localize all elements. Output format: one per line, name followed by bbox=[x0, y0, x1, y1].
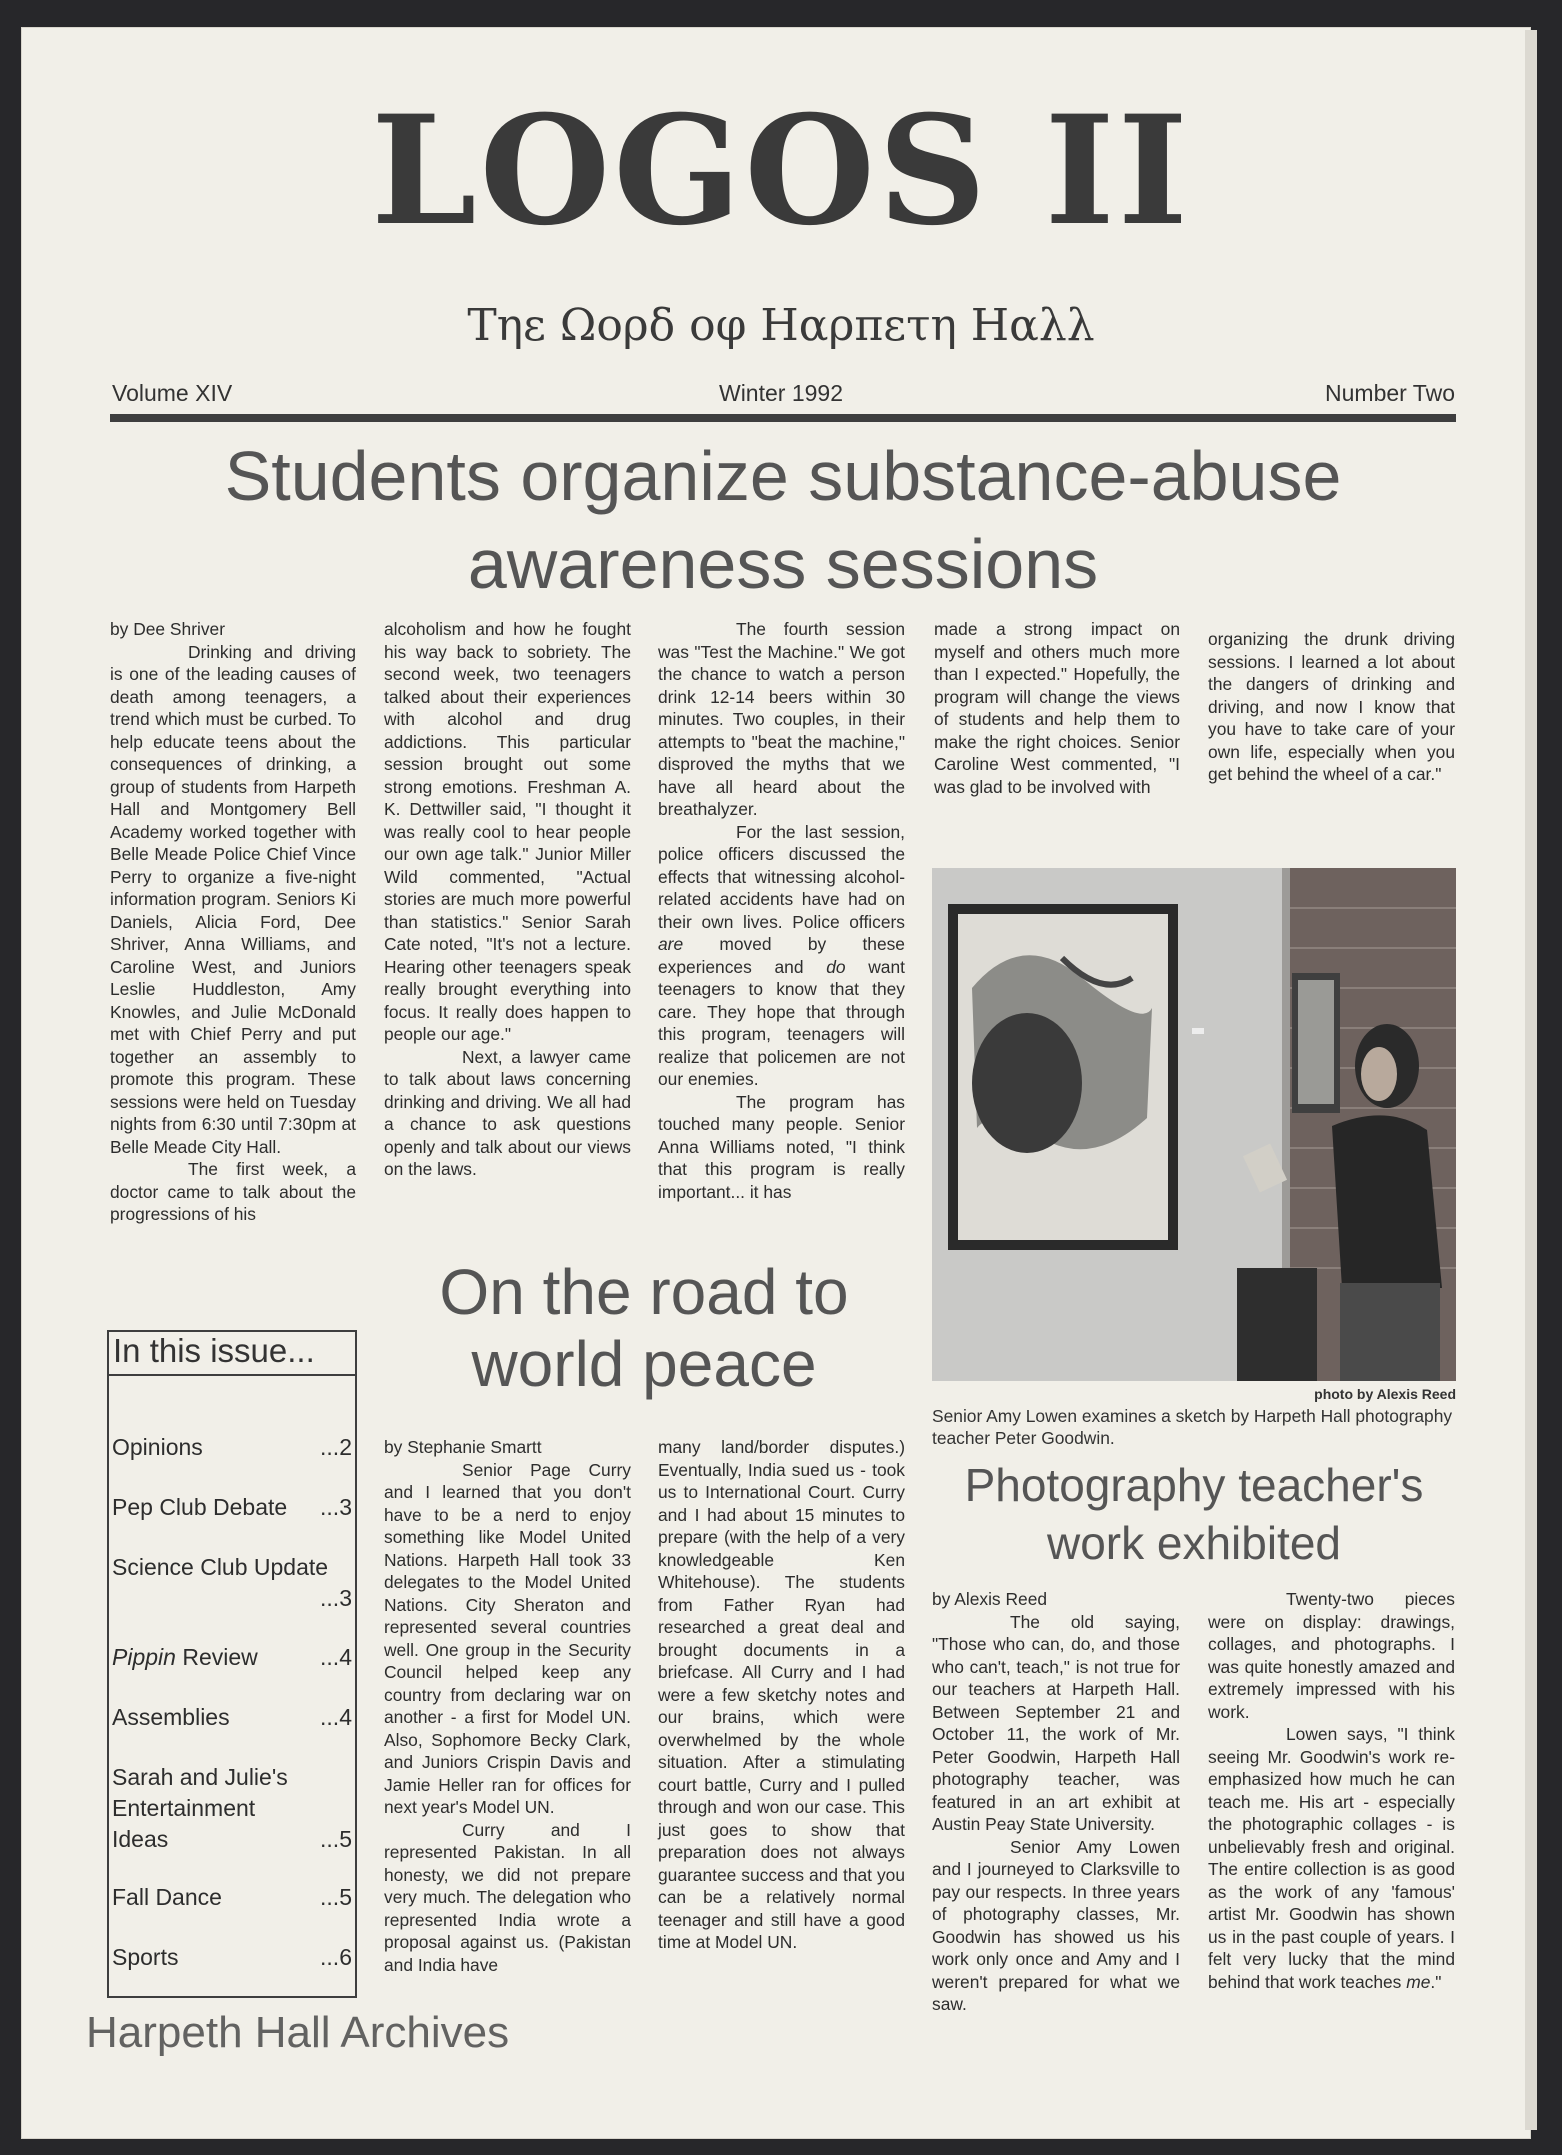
article2-byline: by Stephanie Smartt bbox=[384, 1437, 542, 1457]
paragraph: Twenty-two pieces were on display: drawings, collages, and photographs. I was quite honestly amazed and extremely impressed with his work. bbox=[1208, 1589, 1455, 1722]
article2-headline: On the road to world peace bbox=[439, 1256, 849, 1400]
photo-caption: Senior Amy Lowen examines a sketch by Harpeth Hall photography teacher Peter Goodwin. bbox=[932, 1406, 1453, 1448]
masthead-title: LOGOS II bbox=[371, 83, 1191, 259]
toc-item-assemblies: Assemblies ...4 bbox=[112, 1704, 352, 1730]
article2-column-2 bbox=[658, 1436, 905, 1954]
article1-column-3 bbox=[658, 618, 905, 1203]
masthead-rule bbox=[110, 414, 1456, 422]
paragraph: many land/border disputes.) Eventually, India sued us - took us to International Court. Curry and I had about 15 minutes to prepare (with the help of a very knowledgeable Ken Whitehouse). The students from Father Ryan had researched a great deal and brought documents in a briefcase. All Curry and I had were a few sketchy notes and our brains, which were overwhelmed by the whole situation. After a stimulating court battle, Curry and I pulled through and won our case. This just goes to show that preparation does not always guarantee success and that you can be a relatively normal teenager and still have a good time at Model UN. bbox=[658, 1437, 905, 1952]
issue-date: Winter 1992 bbox=[718, 380, 843, 406]
toc-rule bbox=[109, 1374, 355, 1376]
masthead-subtitle: Τηε Ωορδ οφ Ηαρπετη Ηαλλ bbox=[467, 300, 1095, 351]
article3-headline: Photography teacher's work exhibited bbox=[964, 1459, 1424, 1569]
paragraph: For the last session, police officers discussed the effects that witnessing alcohol-related accidents have had on their own lives. Police officers are moved by these experiences and do want teenagers to know that they care. They hope that through this program, teenagers will realize that policemen are not our enemies. bbox=[658, 821, 905, 1089]
exhibit-photo bbox=[932, 868, 1456, 1381]
paragraph: The fourth session was "Test the Machine." We got the chance to watch a person drink 12-14 beers within 30 minutes. Two couples, in their attempts to "beat the machine," disproved the myths that we have all heard about the breathalyzer. bbox=[658, 619, 905, 819]
paragraph: The old saying, "Those who can, do, and those who can't, teach," is not true for our teachers at Harpeth Hall. Between September 21 and October 11, the work of Mr. Peter Goodwin, Harpeth Hall photography teacher, was featured in an art exhibit at Austin Peay State University. bbox=[932, 1611, 1180, 1834]
article1-column-4 bbox=[934, 618, 1180, 798]
article3-byline: by Alexis Reed bbox=[932, 1589, 1048, 1609]
gallery-scene-illustration bbox=[932, 868, 1456, 1381]
toc-item-science-club-update: Science Club Update ...3 bbox=[112, 1554, 352, 1611]
toc-item-entertainment-ideas: Sarah and Julie's Entertainment Ideas ...5 bbox=[112, 1764, 352, 1852]
paragraph: Curry and I represented Pakistan. In all honesty, we did not prepare very much. The delegation who represented India wrote a proposal against us. (Pakistan and India have bbox=[384, 1819, 631, 1975]
issue-number: Number Two bbox=[1325, 380, 1455, 406]
paragraph: Senior Page Curry and I learned that you don't have to be a nerd to enjoy something like Model United Nations. Harpeth Hall took 33 delegates to the Model United Nations. City Sheraton and represented several countries well. One group in the Security Council helped keep any country from declaring war on another - a first for Model UN. Also, Sophomore Becky Clark, and Juniors Crispin Davis and Jamie Heller ran for offices for next year's Model UN. bbox=[384, 1459, 631, 1817]
toc-item-pep-club-debate: Pep Club Debate ...3 bbox=[112, 1494, 352, 1520]
paragraph: Lowen says, "I think seeing Mr. Goodwin's work re-emphasized how much he can teach me. His art - especially the photographic collages - is unbelievably fresh and original. The entire collection is as good as the work of any 'famous' artist Mr. Goodwin has shown us in the past couple of years. I felt very lucky that the mind behind that work teaches me." bbox=[1208, 1724, 1455, 1992]
paragraph: alcoholism and how he fought his way back to sobriety. The second week, two teenagers talked about their experiences with alcohol and drug addictions. This particular session brought out some strong emotions. Freshman A. K. Dettwiller said, "I thought it was really cool to hear people our own age talk." Junior Miller Wild commented, "Actual stories are much more powerful than statistics." Senior Sarah Cate noted, "It's not a lecture. Hearing other teenagers speak really brought everything into focus. It really does happen to people our age." bbox=[384, 619, 631, 1044]
paragraph: The first week, a doctor came to talk about the progressions of his bbox=[110, 1159, 356, 1224]
volume-label: Volume XIV bbox=[112, 380, 233, 406]
article1-column-1 bbox=[110, 618, 356, 1226]
paragraph: organizing the drunk driving sessions. I learned a lot about the dangers of drinking and driving, and now I know that you have to take care of your own life, especially when you get behind the wheel of a car." bbox=[1208, 629, 1455, 784]
paragraph: The program has touched many people. Senior Anna Williams noted, "I think that this program is really important... it has bbox=[658, 1091, 905, 1202]
article3-column-1 bbox=[932, 1588, 1180, 2016]
toc-item-opinions: Opinions ...2 bbox=[112, 1434, 352, 1460]
toc-item-pippin-review: Pippin Review ...4 bbox=[112, 1644, 352, 1670]
article1-headline: Students organize substance-abuse awareness sessions bbox=[224, 437, 1342, 603]
in-this-issue-box bbox=[107, 1330, 357, 1998]
toc-item-fall-dance: Fall Dance ...5 bbox=[112, 1884, 352, 1910]
archive-watermark: Harpeth Hall Archives bbox=[86, 2008, 510, 2057]
toc-item-sports: Sports ...6 bbox=[112, 1944, 352, 1970]
photo-credit: photo by Alexis Reed bbox=[1314, 1386, 1456, 1402]
article2-column-1 bbox=[384, 1436, 631, 1976]
paragraph: Senior Amy Lowen and I journeyed to Clarksville to pay our respects. In three years of photography classes, Mr. Goodwin has showed us his work only once and Amy and I weren't prepared for what we saw. bbox=[932, 1836, 1180, 2014]
paragraph: made a strong impact on myself and others much more than I expected." Hopefully, the program will change the views of students and help them to make the right choices. Senior Caroline West commented, "I was glad to be involved with bbox=[934, 619, 1180, 797]
article1-column-2 bbox=[384, 618, 631, 1181]
toc-title: In this issue... bbox=[113, 1332, 315, 1369]
article1-column-5 bbox=[1208, 628, 1455, 786]
article3-column-2 bbox=[1208, 1588, 1455, 1993]
paragraph: Drinking and driving is one of the leading causes of death among teenagers, a trend which must be curbed. To help educate teens about the consequences of drinking, a group of students from Harpeth Hall and Montgomery Bell Academy worked together with Belle Meade Police Chief Vince Perry to organize a five-night information program. Seniors Ki Daniels, Alicia Ford, Dee Shriver, Anna Williams, and Caroline West, and Juniors Leslie Huddleston, Amy Knowles, and Julie McDonald met with Chief Perry and put together an assembly to promote this program. These sessions were held on Tuesday nights from 6:30 until 7:30pm at Belle Meade City Hall. bbox=[110, 641, 356, 1157]
article1-byline: by Dee Shriver bbox=[110, 619, 226, 639]
paragraph: Next, a lawyer came to talk about laws concerning drinking and driving. We all had a chance to ask questions openly and talk about our views on the laws. bbox=[384, 1046, 631, 1179]
